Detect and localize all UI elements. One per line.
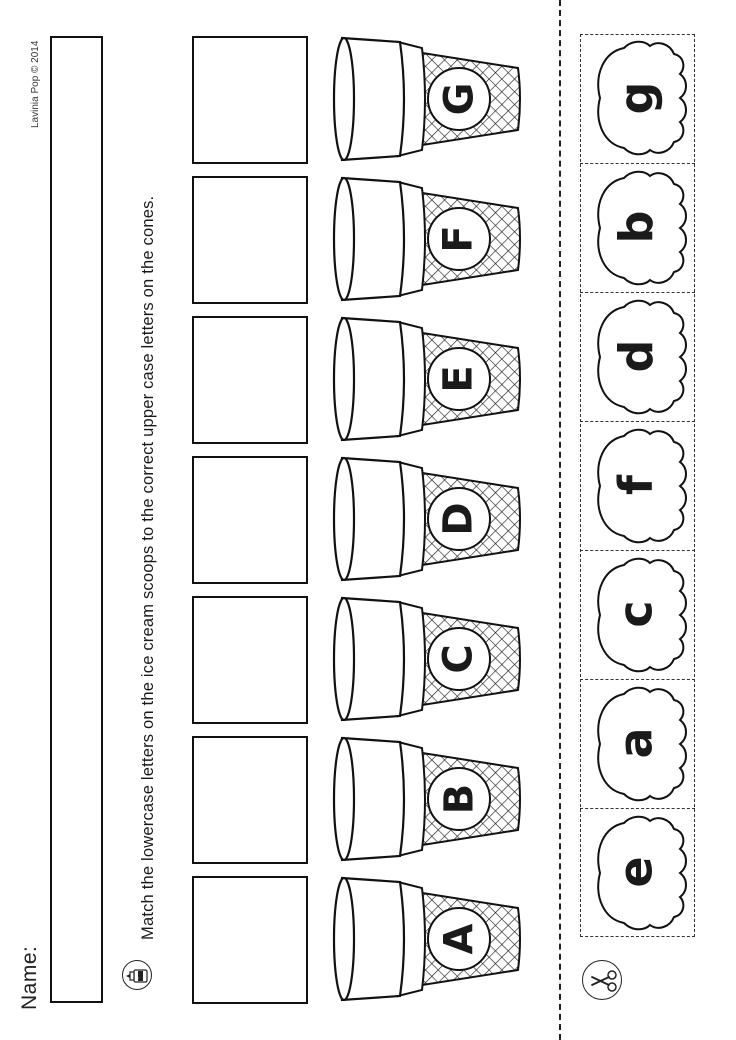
cone-d bbox=[330, 454, 520, 584]
cone-letter-d: D bbox=[435, 502, 482, 536]
answer-box-c[interactable] bbox=[192, 596, 308, 724]
cut-line bbox=[559, 0, 561, 1040]
cone-a bbox=[330, 874, 520, 1004]
scissors-icon bbox=[582, 960, 622, 1000]
scoop-letter-c: c bbox=[609, 600, 663, 628]
answer-box-f[interactable] bbox=[192, 176, 308, 304]
answer-box-b[interactable] bbox=[192, 736, 308, 864]
cone-letter-g: G bbox=[436, 82, 482, 116]
name-label: Name: bbox=[18, 945, 41, 1010]
glue-bottle-icon bbox=[122, 960, 152, 990]
cone-e bbox=[330, 314, 520, 444]
answer-box-g[interactable] bbox=[192, 36, 308, 164]
glue-label: glue bbox=[133, 971, 139, 980]
cone-letter-a: A bbox=[436, 923, 482, 955]
cone-letter-f: F bbox=[435, 225, 482, 253]
answer-box-e[interactable] bbox=[192, 316, 308, 444]
cone-letter-b: B bbox=[436, 783, 482, 815]
cone-letter-e: E bbox=[435, 365, 482, 393]
cone-b bbox=[330, 734, 520, 864]
instructions-text: Match the lowercase letters on the ice cream scoops to the correct upper case letters on the cones. bbox=[139, 195, 157, 940]
scoop-letter-e: e bbox=[608, 856, 663, 888]
cone-f bbox=[330, 174, 520, 304]
answer-box-d[interactable] bbox=[192, 456, 308, 584]
cone-c bbox=[330, 594, 520, 724]
scoop-letter-f: f bbox=[608, 474, 663, 496]
scoop-letter-a: a bbox=[608, 727, 663, 759]
answer-box-a[interactable] bbox=[192, 876, 308, 1004]
scoop-letter-b: b bbox=[609, 210, 663, 244]
copyright-text: Lavinia Pop © 2014 bbox=[30, 40, 41, 128]
scoop-letter-d: d bbox=[609, 339, 663, 373]
name-field[interactable] bbox=[50, 36, 103, 1003]
scoop-letter-g: g bbox=[609, 81, 663, 115]
cone-g bbox=[330, 34, 520, 164]
cone-letter-c: C bbox=[435, 644, 482, 674]
